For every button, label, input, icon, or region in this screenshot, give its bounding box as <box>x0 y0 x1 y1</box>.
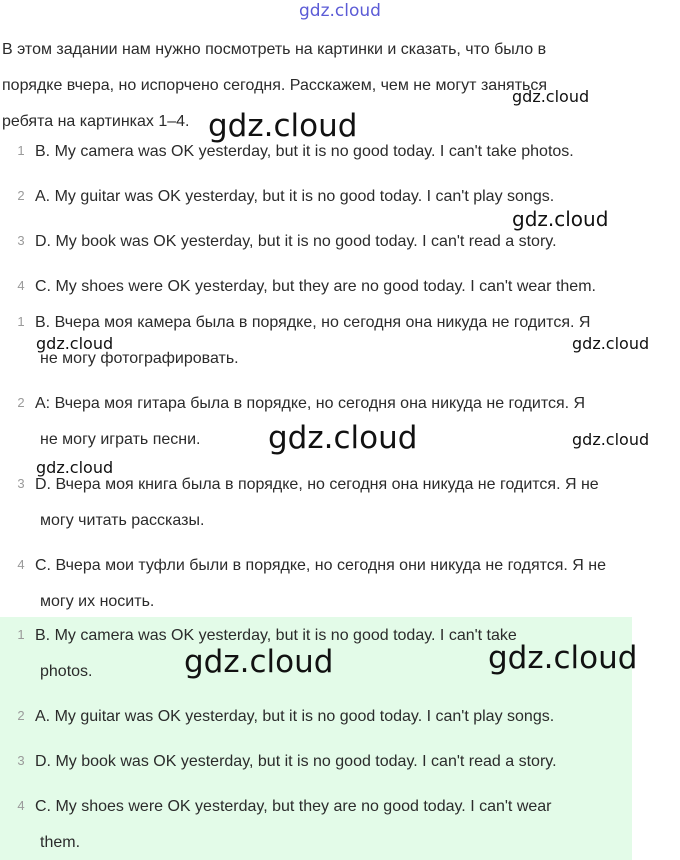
item-number: 2 <box>17 395 25 410</box>
item-number: 2 <box>17 708 25 723</box>
item-number: 1 <box>17 627 25 642</box>
watermark: gdz.cloud <box>512 87 590 106</box>
watermark: gdz.cloud <box>572 430 650 449</box>
item-text: D. My book was OK yesterday, but it is no good today. I can't read a story. <box>35 233 557 250</box>
item-number: 3 <box>17 233 25 248</box>
item-text-line-1: A: Вчера моя гитара была в порядке, но сегодня она никуда не годится. Я <box>35 395 586 412</box>
item-number: 3 <box>17 753 25 768</box>
item-text: A. My guitar was OK yesterday, but it is no good today. I can't play songs. <box>35 188 555 205</box>
intro-line-1: В этом задании нам нужно посмотреть на картинки и сказать, что было в <box>2 41 547 58</box>
item-text-line-2: могу их носить. <box>40 593 155 610</box>
item-text-line-1: A. My guitar was OK yesterday, but it is no good today. I can't play songs. <box>35 708 555 725</box>
watermark: gdz.cloud <box>268 420 418 456</box>
item-number: 4 <box>17 278 25 293</box>
item-text-line-2: them. <box>40 834 81 851</box>
item-text-line-2: не могу фотографировать. <box>40 350 239 367</box>
item-text-line-1: B. Вчера моя камера была в порядке, но сегодня она никуда не годится. Я <box>35 314 591 331</box>
item-number: 1 <box>17 314 25 329</box>
item-number: 1 <box>17 143 25 158</box>
watermark: gdz.cloud <box>488 640 638 676</box>
item-number: 3 <box>17 476 25 491</box>
watermark: gdz.cloud <box>184 644 334 680</box>
item-text: C. My shoes were OK yesterday, but they are no good today. I can't wear them. <box>35 278 596 295</box>
item-text-line-1: B. My camera was OK yesterday, but it is no good today. I can't take <box>35 627 517 644</box>
watermark: gdz.cloud <box>36 458 114 477</box>
item-text-line-1: D. My book was OK yesterday, but it is no good today. I can't read a story. <box>35 753 557 770</box>
watermark: gdz.cloud <box>572 334 650 353</box>
item-number: 4 <box>17 798 25 813</box>
item-text-line-2: не могу играть песни. <box>40 431 201 448</box>
item-text-line-2: могу читать рассказы. <box>40 512 205 529</box>
intro-line-3: ребята на картинках 1–4. <box>2 113 190 130</box>
item-text: B. My camera was OK yesterday, but it is no good today. I can't take photos. <box>35 143 574 160</box>
watermark: gdz.cloud <box>512 207 609 231</box>
item-number: 4 <box>17 557 25 572</box>
watermark: gdz.cloud <box>36 334 114 353</box>
item-number: 2 <box>17 188 25 203</box>
item-text-line-1: C. Вчера мои туфли были в порядке, но сегодня они никуда не годятся. Я не <box>35 557 607 574</box>
item-text-line-2: photos. <box>40 663 93 680</box>
watermark: gdz.cloud <box>208 108 358 144</box>
item-text-line-1: D. Вчера моя книга была в порядке, но сегодня она никуда не годится. Я не <box>35 476 599 493</box>
intro-line-2: порядке вчера, но испорчено сегодня. Расскажем, чем не могут заняться <box>2 77 548 94</box>
watermark-top: gdz.cloud <box>299 1 381 21</box>
item-text-line-1: C. My shoes were OK yesterday, but they are no good today. I can't wear <box>35 798 552 815</box>
